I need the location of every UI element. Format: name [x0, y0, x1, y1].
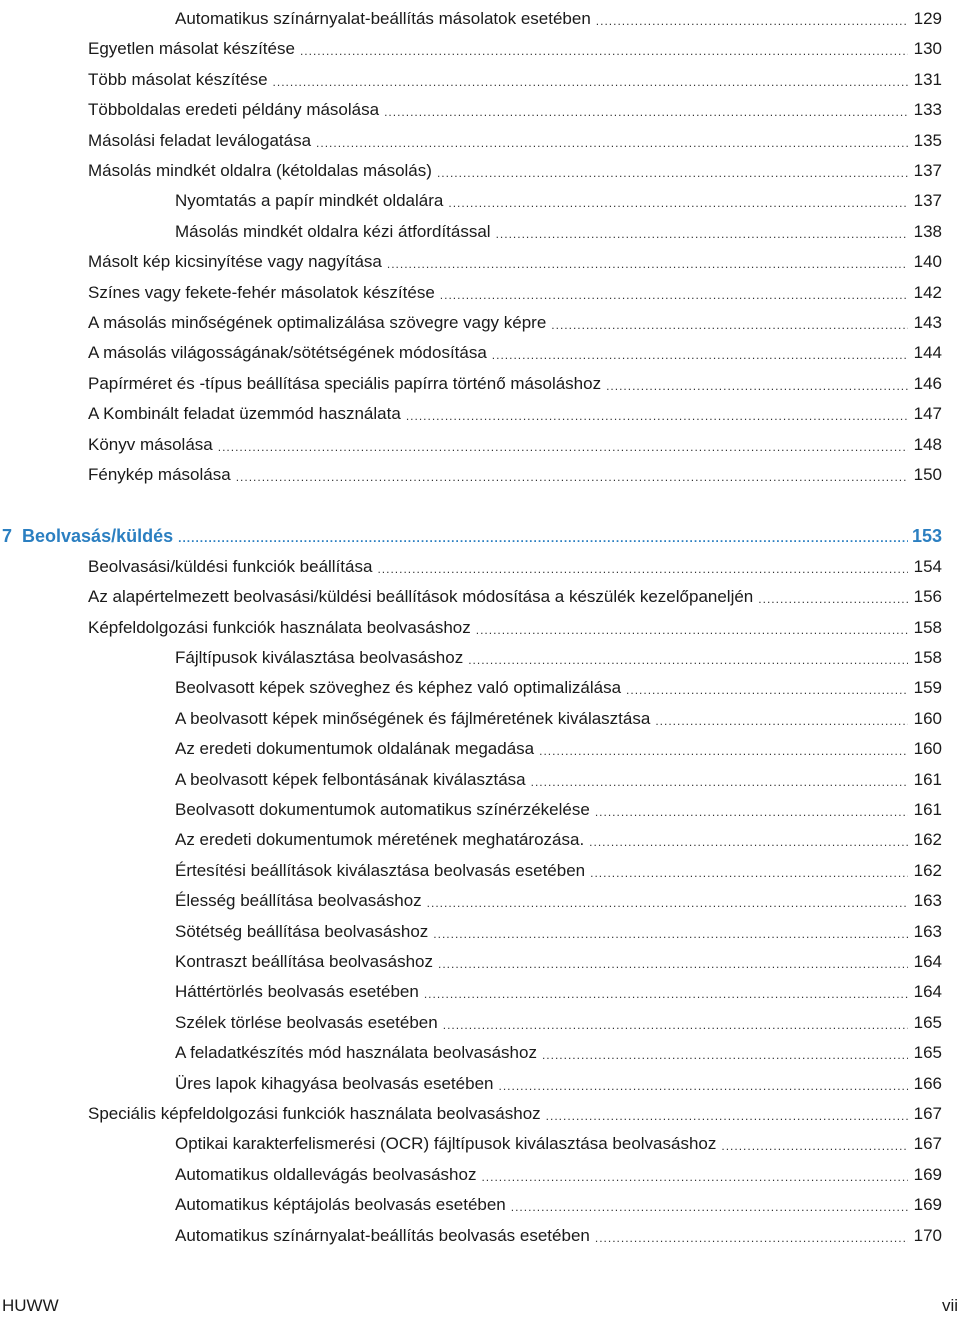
toc-page-number: 169 — [913, 1164, 942, 1184]
dot-leader — [300, 42, 908, 60]
toc-entry[interactable] — [175, 913, 942, 943]
toc-page-number: 161 — [913, 800, 942, 819]
dot-leader — [424, 985, 908, 1003]
toc-entry-title: A Kombinált feladat üzemmód használata — [88, 404, 401, 424]
dot-leader — [655, 712, 908, 730]
dot-leader — [492, 346, 908, 364]
toc-entry[interactable] — [88, 334, 942, 364]
toc-entry-title: Az eredeti dokumentumok méretének meghatározása. — [175, 830, 585, 850]
toc-entry[interactable] — [88, 122, 942, 152]
toc-entry-title: Speciális képfeldolgozási funkciók használata beolvasáshoz — [88, 1104, 541, 1123]
toc-page-number: 130 — [913, 39, 942, 59]
toc-entry-title: Értesítési beállítások kiválasztása beolvasás esetében — [175, 860, 586, 880]
chapter-title: Beolvasás/küldés — [22, 526, 174, 547]
toc-page-number: 146 — [913, 373, 942, 393]
toc-entry-title: A beolvasott képek felbontásának kiválasztása — [175, 769, 526, 789]
toc-entry-title: Nyomtatás a papír mindkét oldalára — [175, 191, 444, 211]
dot-leader — [758, 590, 908, 608]
toc-entry[interactable] — [88, 578, 942, 608]
toc-entry[interactable] — [175, 213, 942, 243]
dot-leader — [476, 621, 908, 639]
toc-chapter-entry[interactable] — [2, 517, 942, 547]
toc-entry-title: Képfeldolgozási funkciók használata beolvasáshoz — [88, 617, 471, 637]
toc-page-number: 143 — [913, 313, 942, 332]
toc-entry-title: Optikai karakterfelismerési (OCR) fájltípusok kiválasztása beolvasáshoz — [175, 1134, 717, 1154]
toc-entry[interactable] — [175, 669, 942, 699]
dot-leader — [178, 529, 908, 547]
toc-page-number: 164 — [913, 982, 942, 1002]
dot-leader — [377, 560, 908, 578]
dot-leader — [316, 134, 908, 152]
toc-entry[interactable] — [175, 0, 942, 30]
toc-page-number: 137 — [913, 191, 942, 211]
toc-entry[interactable] — [175, 1065, 942, 1095]
toc-page-number: 160 — [913, 739, 942, 759]
toc-entry-title: Üres lapok kihagyása beolvasás esetében — [175, 1073, 494, 1093]
toc-entry[interactable] — [88, 152, 942, 182]
toc-entry[interactable] — [88, 91, 942, 121]
toc-page-number: 163 — [913, 921, 942, 941]
dot-leader — [427, 894, 908, 912]
dot-leader — [496, 225, 908, 243]
toc-page-number: 166 — [913, 1073, 942, 1093]
toc-entry-title: Másolási feladat leválogatása — [88, 130, 312, 150]
toc-page-number: 142 — [913, 282, 942, 302]
dot-leader — [236, 468, 908, 486]
toc-page-number: 161 — [913, 769, 942, 789]
toc-page-number: 162 — [913, 860, 942, 880]
dot-leader — [468, 651, 908, 669]
toc-page-number: 167 — [913, 1134, 942, 1154]
dot-leader — [440, 286, 908, 304]
toc-entry-title: Automatikus képtájolás beolvasás esetében — [175, 1195, 506, 1215]
toc-page-number: 138 — [913, 221, 942, 241]
toc-entry-title: Többoldalas eredeti példány másolása — [88, 100, 380, 120]
dot-leader — [448, 194, 908, 212]
toc-entry-title: Sötétség beállítása beolvasáshoz — [175, 921, 429, 941]
dot-leader — [387, 255, 908, 273]
dot-leader — [218, 438, 908, 456]
dot-leader — [433, 925, 908, 943]
dot-leader — [481, 1168, 908, 1186]
toc-entry[interactable] — [175, 1186, 942, 1216]
toc-page-number: 167 — [913, 1104, 942, 1123]
toc-page-number: 140 — [913, 252, 942, 272]
dot-leader — [539, 742, 908, 760]
dot-leader — [551, 316, 908, 334]
toc-entry[interactable] — [175, 1034, 942, 1064]
dot-leader — [511, 1198, 908, 1216]
chapter-number: 7 — [2, 526, 13, 547]
toc-entry-title: Fénykép másolása — [88, 465, 231, 484]
toc-entry-title: Könyv másolása — [88, 434, 213, 454]
toc-entry-title: A másolás világosságának/sötétségének módosítása — [88, 343, 487, 363]
toc-entry[interactable] — [175, 1004, 942, 1034]
toc-entry[interactable] — [175, 761, 942, 791]
toc-page-number: 154 — [913, 556, 942, 576]
toc-page-number: 160 — [913, 708, 942, 728]
toc-entry-title: A beolvasott képek minőségének és fájlméretének kiválasztása — [175, 708, 651, 728]
dot-leader — [596, 12, 908, 30]
toc-entry-title — [2, 525, 173, 547]
toc-entry-title: Beolvasott dokumentumok automatikus színérzékelése — [175, 800, 590, 819]
toc-entry-title: Fájltípusok kiválasztása beolvasáshoz — [175, 648, 464, 667]
toc-entry[interactable] — [175, 791, 942, 821]
toc-entry[interactable] — [88, 365, 942, 395]
toc-entry[interactable] — [175, 852, 942, 882]
toc-entry-title: A feladatkészítés mód használata beolvasáshoz — [175, 1043, 537, 1063]
toc-entry[interactable] — [175, 1156, 942, 1186]
toc-entry[interactable] — [88, 1095, 942, 1125]
dot-leader — [595, 1229, 908, 1247]
toc-page-number: 164 — [913, 952, 942, 971]
toc-entry-title: Több másolat készítése — [88, 69, 268, 89]
toc-entry[interactable] — [175, 1125, 942, 1155]
dot-leader — [438, 955, 908, 973]
toc-entry-title: Színes vagy fekete-fehér másolatok készítése — [88, 282, 435, 302]
toc-entry[interactable] — [88, 304, 942, 334]
toc-entry-title: Beolvasási/küldési funkciók beállítása — [88, 556, 373, 576]
toc-entry[interactable] — [175, 182, 942, 212]
toc-entry-title: Automatikus színárnyalat-beállítás másolatok esetében — [175, 9, 591, 28]
toc-entry-title: Automatikus színárnyalat-beállítás beolvasás esetében — [175, 1225, 590, 1245]
toc-entry-title: Másolás mindkét oldalra kézi átfordítással — [175, 221, 491, 241]
toc-entry[interactable] — [175, 730, 942, 760]
toc-entry-title: Beolvasott képek szöveghez és képhez való optimalizálása — [175, 678, 622, 698]
toc-entry-title: A másolás minőségének optimalizálása szövegre vagy képre — [88, 313, 547, 332]
dot-leader — [589, 833, 908, 851]
toc-entry-title: Egyetlen másolat készítése — [88, 39, 295, 59]
toc-page-number: 170 — [913, 1225, 942, 1245]
toc-page-number: 133 — [913, 100, 942, 120]
toc-entry[interactable] — [88, 243, 942, 273]
dot-leader — [546, 1107, 908, 1125]
toc-page-number: 159 — [913, 678, 942, 698]
toc-page-number: 150 — [913, 465, 942, 484]
toc-entry-title: Szélek törlése beolvasás esetében — [175, 1012, 438, 1032]
toc-page-number: 135 — [913, 130, 942, 150]
dot-leader — [273, 73, 908, 91]
toc-entry[interactable] — [175, 943, 942, 973]
toc-entry[interactable] — [88, 30, 942, 60]
dot-leader — [437, 164, 908, 182]
dot-leader — [531, 773, 908, 791]
toc-page-number: 169 — [913, 1195, 942, 1215]
dot-leader — [384, 103, 908, 121]
toc-page-number: 165 — [913, 1043, 942, 1063]
toc-entry-title: Másolás mindkét oldalra (kétoldalas másolás) — [88, 161, 432, 180]
toc-entry[interactable] — [175, 1217, 942, 1247]
dot-leader — [542, 1046, 908, 1064]
toc-page-number: 148 — [913, 434, 942, 454]
footer-language-code: HUWW — [2, 1296, 59, 1315]
toc-entry[interactable] — [175, 639, 942, 669]
toc-entry-title: Élesség beállítása beolvasáshoz — [175, 891, 422, 911]
toc-entry[interactable] — [88, 61, 942, 91]
toc-entry[interactable] — [88, 274, 942, 304]
toc-entry[interactable] — [175, 700, 942, 730]
toc-entry[interactable] — [175, 821, 942, 851]
toc-page-number: 162 — [913, 830, 942, 850]
dot-leader — [721, 1137, 908, 1155]
footer-page-number: vii — [941, 1296, 958, 1315]
toc-page-number: 156 — [913, 587, 942, 607]
toc-page-number: 137 — [913, 161, 942, 180]
dot-leader — [443, 1016, 908, 1034]
toc-page-number: 144 — [913, 343, 942, 363]
toc-entry-title: Háttértörlés beolvasás esetében — [175, 982, 419, 1002]
toc-page-number: 147 — [913, 404, 942, 424]
toc-page-number: 158 — [913, 648, 942, 667]
toc-page-number: 131 — [913, 69, 942, 89]
toc-entry-title: Az alapértelmezett beolvasási/küldési beállítások módosítása a készülék kezelőpaneljén — [88, 587, 754, 607]
toc-entry[interactable] — [175, 882, 942, 912]
dot-leader — [590, 864, 908, 882]
toc-entry[interactable] — [175, 973, 942, 1003]
toc-entry-title: Az eredeti dokumentumok oldalának megadása — [175, 739, 535, 759]
toc-entry-title: Másolt kép kicsinyítése vagy nagyítása — [88, 252, 382, 272]
dot-leader — [498, 1077, 908, 1095]
toc-entry[interactable] — [88, 395, 942, 425]
toc-page-number: 165 — [913, 1012, 942, 1032]
toc-entry[interactable] — [88, 426, 942, 456]
toc-entry-title: Papírméret és -típus beállítása speciális papírra történő másoláshoz — [88, 373, 602, 393]
dot-leader — [595, 803, 908, 821]
toc-entry[interactable] — [88, 609, 942, 639]
dot-leader — [626, 681, 908, 699]
toc-entry-title: Kontraszt beállítása beolvasáshoz — [175, 952, 433, 971]
toc-page-number: 163 — [913, 891, 942, 911]
toc-entry-title: Automatikus oldallevágás beolvasáshoz — [175, 1164, 477, 1184]
toc-entry[interactable] — [88, 456, 942, 486]
toc-entry[interactable] — [88, 548, 942, 578]
toc-page-number: 129 — [913, 9, 942, 28]
toc-page-number: 153 — [911, 526, 942, 547]
toc-page-number: 158 — [913, 617, 942, 637]
dot-leader — [406, 407, 908, 425]
dot-leader — [606, 377, 908, 395]
